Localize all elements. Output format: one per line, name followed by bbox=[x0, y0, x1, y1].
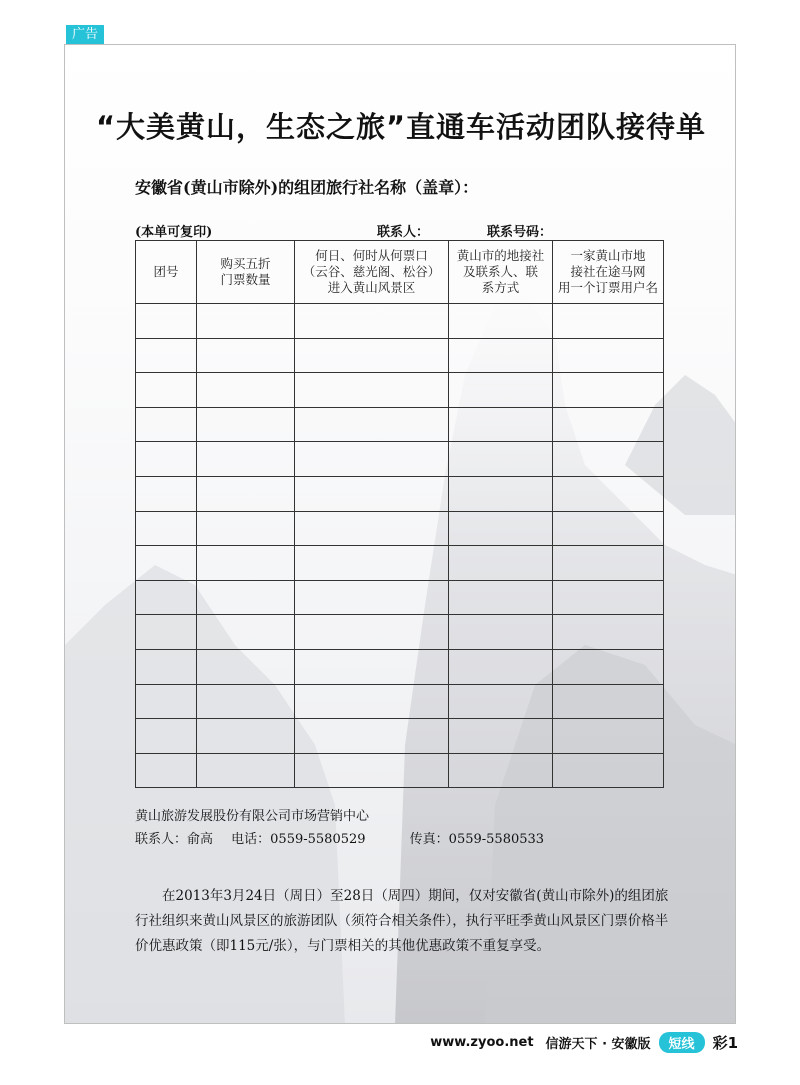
table-cell bbox=[136, 580, 197, 615]
contact-phone: 电话：0559-5580529 bbox=[231, 832, 366, 847]
table-row bbox=[136, 304, 664, 339]
table-row bbox=[136, 649, 664, 684]
table-cell bbox=[553, 615, 664, 650]
table-header-row bbox=[136, 241, 664, 304]
table-cell bbox=[136, 649, 197, 684]
table-cell bbox=[553, 753, 664, 788]
table-cell bbox=[553, 546, 664, 581]
contact-fax: 传真：0559-5580533 bbox=[409, 832, 545, 847]
table-cell bbox=[553, 476, 664, 511]
copy-note: (本单可复印) bbox=[135, 225, 213, 240]
table-cell bbox=[449, 719, 553, 754]
table-cell bbox=[553, 719, 664, 754]
table-cell bbox=[553, 407, 664, 442]
table-cell bbox=[136, 684, 197, 719]
table-cell bbox=[295, 580, 449, 615]
table-row bbox=[136, 684, 664, 719]
table-cell bbox=[136, 407, 197, 442]
header-ticket-quantity: 购买五折 门票数量 bbox=[197, 241, 295, 304]
table-row bbox=[136, 442, 664, 477]
table-cell bbox=[197, 511, 295, 546]
page-footer bbox=[430, 1032, 738, 1052]
ad-tag: 广告 bbox=[66, 25, 104, 45]
table-row bbox=[136, 580, 664, 615]
table-row bbox=[136, 407, 664, 442]
table-cell bbox=[295, 442, 449, 477]
table-cell bbox=[197, 719, 295, 754]
table-row bbox=[136, 546, 664, 581]
table-row bbox=[136, 338, 664, 373]
table-cell bbox=[449, 442, 553, 477]
table-cell bbox=[136, 753, 197, 788]
table-cell bbox=[295, 649, 449, 684]
table-cell bbox=[295, 615, 449, 650]
table-cell bbox=[136, 546, 197, 581]
table-cell bbox=[295, 719, 449, 754]
table-cell bbox=[295, 546, 449, 581]
table-cell bbox=[136, 442, 197, 477]
header-booking-username: 一家黄山市地 接社在途马网 用一个订票用户名 bbox=[553, 241, 664, 304]
table-cell bbox=[136, 511, 197, 546]
phone-label: 联系号码： bbox=[487, 225, 553, 240]
table-cell bbox=[553, 580, 664, 615]
table-cell bbox=[553, 511, 664, 546]
table-cell bbox=[553, 338, 664, 373]
table-cell bbox=[449, 338, 553, 373]
table-cell bbox=[136, 338, 197, 373]
table-cell bbox=[449, 407, 553, 442]
table-cell bbox=[197, 304, 295, 339]
table-cell bbox=[553, 649, 664, 684]
table-cell bbox=[136, 373, 197, 408]
table-cell bbox=[449, 511, 553, 546]
table-cell bbox=[449, 580, 553, 615]
table-cell bbox=[553, 442, 664, 477]
table-cell bbox=[449, 684, 553, 719]
table-cell bbox=[136, 476, 197, 511]
table-cell bbox=[295, 304, 449, 339]
table-cell bbox=[449, 753, 553, 788]
table-cell bbox=[449, 476, 553, 511]
table-row bbox=[136, 719, 664, 754]
table-cell bbox=[449, 615, 553, 650]
section-badge: 短线 bbox=[659, 1032, 705, 1053]
header-group-number: 团号 bbox=[136, 241, 197, 304]
table-cell bbox=[295, 407, 449, 442]
table-cell bbox=[136, 304, 197, 339]
promotion-notice: 在2013年3月24日（周日）至28日（周四）期间，仅对安徽省(黄山市除外)的组团旅行社组织来黄山风景区的旅游团队（须符合相关条件），执行平旺季黄山风景区门票价格半价优惠政策（即115元/张），与门票相关的其他优惠政策不重复享受。 bbox=[135, 888, 669, 954]
table-cell bbox=[136, 719, 197, 754]
table-cell bbox=[197, 338, 295, 373]
table-cell bbox=[449, 649, 553, 684]
page-number: 彩1 bbox=[712, 1033, 738, 1052]
table-body bbox=[136, 304, 664, 788]
header-entry-time-gate: 何日、何时从何票口 （云谷、慈光阁、松谷） 进入黄山风景区 bbox=[295, 241, 449, 304]
table-cell bbox=[449, 546, 553, 581]
table-cell bbox=[449, 304, 553, 339]
contact-label: 联系人： bbox=[377, 225, 430, 240]
footer-publication: 信游天下 · 安徽版 bbox=[545, 1036, 651, 1052]
organizer-name: 黄山旅游发展股份有限公司市场营销中心 bbox=[135, 809, 370, 824]
table-cell bbox=[295, 476, 449, 511]
table-cell bbox=[449, 373, 553, 408]
organizer-contact bbox=[135, 828, 558, 847]
table-cell bbox=[553, 304, 664, 339]
footer-website: www.zyoo.net bbox=[430, 1034, 534, 1050]
table-row bbox=[136, 511, 664, 546]
reception-form-table bbox=[135, 240, 664, 788]
table-cell bbox=[295, 338, 449, 373]
table-cell bbox=[295, 684, 449, 719]
table-cell bbox=[197, 407, 295, 442]
table-cell bbox=[197, 684, 295, 719]
table-cell bbox=[197, 442, 295, 477]
table-cell bbox=[197, 580, 295, 615]
table-row bbox=[136, 753, 664, 788]
contact-person: 联系人：俞高 bbox=[135, 832, 214, 847]
agency-name-label: 安徽省(黄山市除外)的组团旅行社名称（盖章）： bbox=[135, 178, 479, 197]
table-cell bbox=[197, 615, 295, 650]
table-cell bbox=[136, 615, 197, 650]
table-cell bbox=[553, 373, 664, 408]
header-local-agency: 黄山市的地接社 及联系人、联 系方式 bbox=[449, 241, 553, 304]
table-cell bbox=[295, 373, 449, 408]
table-row bbox=[136, 476, 664, 511]
table-cell bbox=[553, 684, 664, 719]
table-cell bbox=[197, 649, 295, 684]
table-row bbox=[136, 373, 664, 408]
page-title: “大美黄山，生态之旅”直通车活动团队接待单 bbox=[95, 110, 707, 144]
table-row bbox=[136, 615, 664, 650]
table-cell bbox=[197, 546, 295, 581]
table-cell bbox=[197, 753, 295, 788]
table-cell bbox=[295, 753, 449, 788]
table-cell bbox=[197, 476, 295, 511]
table-cell bbox=[197, 373, 295, 408]
table-cell bbox=[295, 511, 449, 546]
